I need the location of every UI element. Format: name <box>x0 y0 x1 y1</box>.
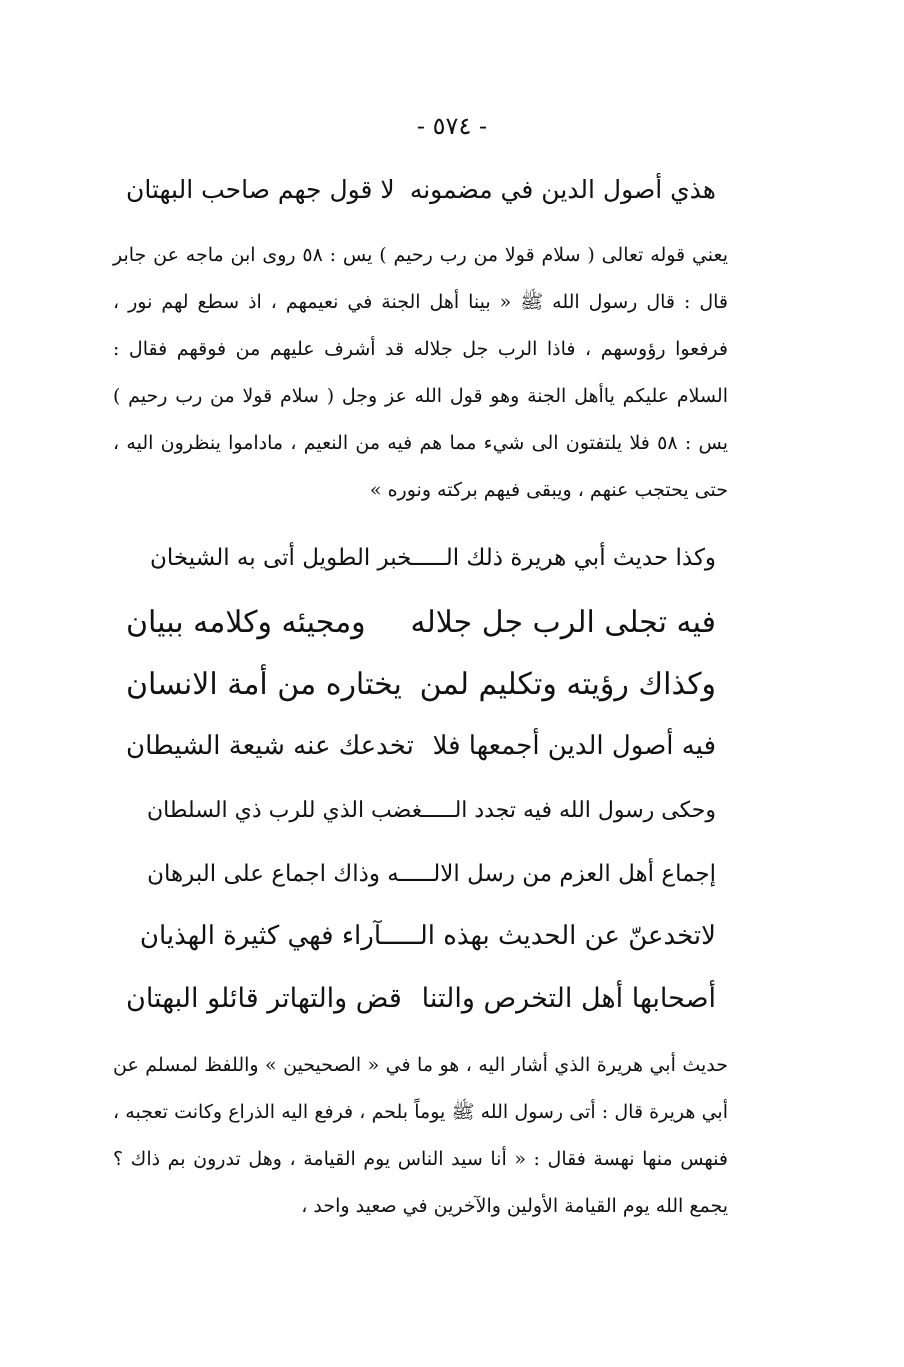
commentary-block-2 <box>113 1042 728 1230</box>
commentary-paragraph: يعني قوله تعالى ( سلام قولا من رب رحيم ) يس : ٥٨ روى ابن ماجه عن جابر قال : قال رسول الله ﷺ « بينا أهل الجنة في نعيمهم ، اذ سطع لهم نور ، فرفعوا رؤوسهم ، فاذا الرب جل جلاله قد أشرف عليهم من فوقهم فقال : السلام عليكم ياأهل الجنة وهو قول الله عز وجل ( سلام قولا من رب رحيم ) يس : ٥٨ فلا يلتفتون الى شيء مما هم فيه من النعيم ، ماداموا ينظرون اليه ، حتى يحتجب عنهم ، ويبقى فيهم بركته ونوره » <box>113 244 728 501</box>
verse-first-hemistich: وكذاك رؤيته وتكليم لمن <box>419 666 716 702</box>
verse-line-8 <box>126 972 716 1024</box>
page-number: - ٥٧٤ - <box>416 112 488 140</box>
verse-line-2 <box>126 596 716 648</box>
verse-first-hemistich: أصحابها أهل التخرص والتنا <box>421 982 716 1014</box>
verse-line-3 <box>126 658 716 710</box>
verse-first-hemistich: هذي أصول الدين في مضمونه <box>409 174 716 204</box>
verse-second-hemistich: ومجيئه وكلامه ببيان <box>126 604 366 640</box>
verse-second-hemistich: يختاره من أمة الانسان <box>126 666 402 702</box>
verse-line-4 <box>126 720 716 772</box>
verse-line-7 <box>126 910 716 962</box>
verse-first-hemistich: وكذا حديث أبي هريرة ذلك الـــــخبر الطويل أتى به الشيخان <box>150 545 716 571</box>
verse-first-hemistich: فيه أصول الدين أجمعها فلا <box>432 731 716 761</box>
verse-first-hemistich: فيه تجلى الرب جل جلاله <box>410 604 716 640</box>
verse-line-top <box>126 163 716 215</box>
verse-second-hemistich: لا قول جهم صاحب البهتان <box>126 174 395 204</box>
commentary-block-1 <box>113 232 728 514</box>
verse-first-hemistich: لاتخدعنّ عن الحديث بهذه الـــــآراء فهي كثيرة الهذيان <box>139 921 716 951</box>
verse-first-hemistich: وحكى رسول الله فيه تجدد الـــــغضب الذي للرب ذي السلطان <box>147 797 716 823</box>
verse-line-5 <box>126 784 716 836</box>
commentary-paragraph: حديث أبي هريرة الذي أشار اليه ، هو ما في « الصحيحين » واللفظ لمسلم عن أبي هريرة قال : أتى رسول الله ﷺ يوماً بلحم ، فرفع اليه الذراع وكانت تعجبه ، فنهس منها نهسة فقال : « أنا سيد الناس يوم القيامة ، وهل تدرون بم ذاك ؟ يجمع الله يوم القيامة الأولين والآخرين في صعيد واحد ، <box>113 1054 728 1217</box>
verse-line-6 <box>126 848 716 900</box>
verse-line-1 <box>126 532 716 584</box>
verse-second-hemistich: تخدعك عنه شيعة الشيطان <box>126 731 414 761</box>
verse-second-hemistich: قض والتهاتر قائلو البهتان <box>126 982 402 1014</box>
verse-first-hemistich: إجماع أهل العزم من رسل الالـــــه وذاك اجماع على البرهان <box>147 861 716 887</box>
